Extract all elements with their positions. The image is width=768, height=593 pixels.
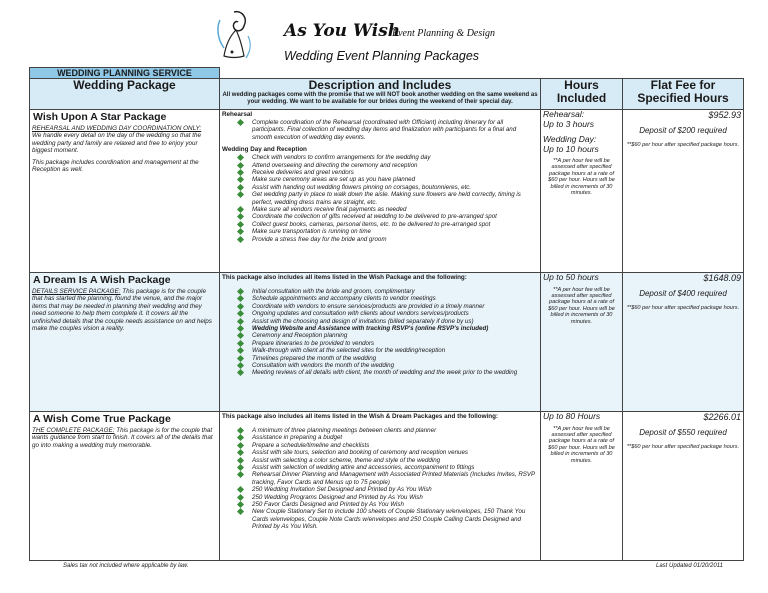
bride-silhouette-logo-icon: [212, 6, 256, 62]
fee-cell: [623, 110, 744, 273]
list-item: 250 Wedding Programs Designed and Printed by As You Wish: [252, 494, 538, 501]
description-cell: [220, 110, 541, 273]
tax-disclaimer: Sales tax not included where applicable by law.: [63, 563, 189, 569]
hours-cell: Up to 50 hours **A per hour fee will be assessed after specified package hours at a rate of $60 per hour. Hours will be billed in increments of 30 minutes.: [541, 273, 623, 412]
brand-name: As You Wish: [284, 21, 401, 41]
last-updated: Last Updated 01/20/2011: [656, 563, 723, 569]
fee-note: **$60 per hour after specified package hours.: [626, 142, 740, 148]
section-title: Wedding Day and Reception: [222, 146, 307, 154]
list-item: Assist with selecting a color scheme, theme and style of the wedding: [252, 457, 538, 464]
list-item: Assist with selection of wedding attire and accessories, accompaniment to fittings: [252, 464, 538, 471]
hours-note: **A per hour fee will be assessed after specified package hours at a rate of $60 per hour. Hours will be billed in increments of 30 minutes.: [548, 158, 615, 197]
section-title: Rehearsal: [222, 111, 253, 118]
package-cell: A Wish Come True Package THE COMPLETE PACKAGE: This package is for the couple that wants guidance from start to finish. It covers all of the details that go into making a wedding truly memorable.: [30, 412, 220, 561]
list-item: Coordinate the collection of gifts received at wedding to be delivered to pre-arranged spot: [252, 213, 538, 220]
list-item: Attend overseeing and directing the ceremony and reception: [252, 162, 538, 169]
fee-amount: $952.93: [708, 110, 741, 120]
hours-note: **A per hour fee will be assessed after specified package hours at a rate of $60 per hour. Hours will be billed in increments of 30 minutes.: [548, 425, 615, 464]
description-cell: [220, 273, 541, 412]
table-row: [30, 110, 744, 273]
package-name: Wish Upon A Star Package: [33, 111, 167, 123]
col-header-package: Wedding Package: [30, 79, 220, 110]
list-item: Walk-through with client at the selected sites for the wedding/reception: [252, 347, 538, 354]
list-item: Ceremony and Reception planning: [252, 332, 538, 339]
list-item: Wedding Website and Assistance with tracking RSVP's (online RSVP's included): [252, 325, 538, 332]
page-title: Wedding Event Planning Packages: [284, 49, 480, 63]
list-item: A minimum of three planning meetings between clients and planner: [252, 427, 538, 434]
list-item: Assist with the choosing and design of invitations (billed separately if done by us): [252, 318, 538, 325]
booking-promise-note: All wedding packages come with the promise that we will NOT book another wedding on the same weekend as your wedding. We want to be available for our brides during the weekend of their special day.: [222, 92, 538, 105]
fee-note: **$60 per hour after specified package hours.: [626, 305, 740, 311]
table-row: [30, 273, 744, 412]
list-item: Assist with handing out wedding flowers pinning on corsages, boutonnieres, etc.: [252, 184, 538, 191]
packages-table: [29, 67, 744, 561]
service-banner: WEDDING PLANNING SERVICE: [30, 68, 220, 79]
list-item: Rehearsal Dinner Planning and Management with Associated Printed Materials (Includes Invites, RSVP tracking, Favor Cards and Menus up to 75 people): [252, 471, 538, 486]
list-item: Prepare itineraries to be provided to vendors: [252, 340, 538, 347]
brand-tagline: Event Planning & Design: [392, 28, 496, 39]
list-item: Assistance in preparing a budget: [252, 434, 538, 441]
description-cell: [220, 412, 541, 561]
list-item: Provide a stress free day for the bride and groom: [252, 236, 538, 243]
list-item: Receive deliveries and greet vendors: [252, 169, 538, 176]
list-item: Make sure all vendors receive final payments as needed: [252, 206, 538, 213]
list-item: Make sure transportation is running on time: [252, 228, 538, 235]
deposit-text: Deposit of $400 required: [639, 289, 727, 298]
list-item: Collect guest books, cameras, personal items, etc. to be delivered to pre-arranged spot: [252, 221, 538, 228]
section-intro: This package also includes all items listed in the Wish Package and the following:: [222, 274, 467, 281]
list-item: Coordinate with vendors to ensure services/products are provided in a timely manner: [252, 303, 538, 310]
list-item: Timelines prepared the month of the wedding: [252, 355, 538, 362]
list-item: Prepare a schedule/timeline and checklists: [252, 442, 538, 449]
package-cell: Wish Upon A Star Package REHEARSAL AND WEDDING DAY COORDINATION ONLY: We handle every detail on the day of the wedding so that the wedding party and family are relaxed and free to enjoy your biggest moment. This package includes coordination and management at the Reception as well.: [30, 110, 220, 273]
list-item: Get wedding party in place to walk down the aisle. Making sure flowers are held correctly, timing is perfect, wedding dress trains are straight, etc.: [252, 191, 538, 206]
package-name: A Wish Come True Package: [33, 413, 171, 425]
list-item: Consultation with vendors the month of the wedding: [252, 362, 538, 369]
package-type: THE COMPLETE PACKAGE:: [32, 427, 115, 434]
fee-cell: [623, 412, 744, 561]
package-name: A Dream Is A Wish Package: [33, 274, 171, 286]
col-header-fee: Flat Fee for Specified Hours: [623, 79, 744, 110]
list-item: Initial consultation with the bride and groom, complimentary: [252, 288, 538, 295]
list-item: Assist with site tours, selection and booking of ceremony and reception venues: [252, 449, 538, 456]
list-item: Complete coordination of the Rehearsal (coordinated with Officiant) including itinerary for all participants. Final collection of wedding day items and finalization with participants for a final and smooth execution of wedding day events.: [252, 119, 538, 141]
list-item: Schedule appointments and accompany clients to vendor meetings: [252, 295, 538, 302]
hours-note: **A per hour fee will be assessed after specified package hours at a rate of $60 per hour. Hours will be billed in increments of 30 minutes.: [548, 286, 615, 325]
hours-cell: Up to 80 Hours **A per hour fee will be assessed after specified package hours at a rate of $60 per hour. Hours will be billed in increments of 30 minutes.: [541, 412, 623, 561]
page-header: [0, 0, 768, 64]
deposit-text: Deposit of $550 required: [639, 428, 727, 437]
list-item: Make sure ceremony areas are set up as you have planned: [252, 176, 538, 183]
package-cell: A Dream Is A Wish Package DETAILS SERVICE PACKAGE: This package is for the couple that has started the planning, found the venue, and the major items that may be needed in planning their wedding and they need someone to help them complete it. It covers all the unfinished details that the couple needs assistance on and helps make the couples vision a reality.: [30, 273, 220, 412]
fee-amount: $1648.09: [703, 273, 741, 283]
list-item: 250 Favor Cards Designed and Printed by As You Wish: [252, 501, 538, 508]
package-type: DETAILS SERVICE PACKAGE:: [32, 288, 121, 295]
fee-cell: [623, 273, 744, 412]
list-item: Ongoing updates and consultation with clients about vendors services/products: [252, 310, 538, 317]
list-item: New Couple Stationary Set to include 100 sheets of Couple Stationary w/envelopes, 150 Thank You Cards w/envelopes, Couple Note Cards w/envelopes and 250 Couple Calling Cards Designed and Printed by As You Wish.: [252, 508, 538, 530]
fee-amount: $2266.01: [703, 412, 741, 422]
table-row: [30, 412, 744, 561]
section-intro: This package also includes all items listed in the Wish & Dream Packages and the following:: [222, 413, 499, 420]
col-header-description: Description and Includes All wedding packages come with the promise that we will NOT book another wedding on the same weekend as your wedding. We want to be available for our brides during the weekend of their special day.: [220, 79, 541, 110]
fee-note: **$60 per hour after specified package hours.: [626, 444, 740, 450]
list-item: 250 Wedding Invitation Set Designed and Printed by As You Wish: [252, 486, 538, 493]
hours-cell: Rehearsal: Up to 3 hours Wedding Day: Up to 10 hours **A per hour fee will be assessed after specified package hours at a rate of $60 per hour. Hours will be billed in increments of 30 minutes.: [541, 110, 623, 273]
list-item: Meeting reviews of all details with client, the month of wedding and the week prior to the wedding: [252, 369, 538, 376]
list-item: Check with vendors to confirm arrangements for the wedding day: [252, 154, 538, 161]
col-header-hours: Hours Included: [541, 79, 623, 110]
deposit-text: Deposit of $200 required: [639, 126, 727, 135]
package-type: REHEARSAL AND WEDDING DAY COORDINATION ONLY:: [32, 125, 202, 132]
